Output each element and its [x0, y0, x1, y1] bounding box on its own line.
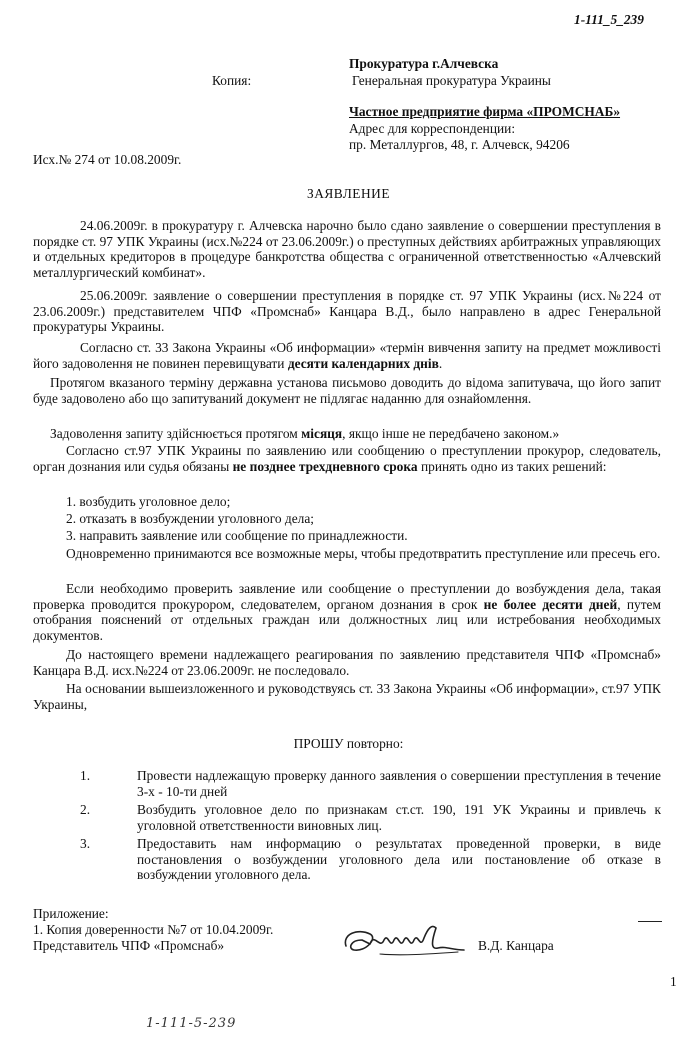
request-number: 3. — [80, 836, 91, 851]
document-title: ЗАЯВЛЕНИЕ — [306, 186, 390, 201]
paragraph-5-emphasis: місяця — [301, 426, 343, 441]
paragraph-3 — [33, 340, 661, 371]
request-text: Провести надлежащую проверку данного заявления о совершении преступления в течение 3-х - 10-ти дней — [137, 768, 661, 799]
paragraph-6-end: принять одно из таких решений: — [420, 458, 607, 474]
outgoing-number: Исх.№ 274 от 10.08.2009г. — [33, 152, 182, 167]
address-label: Адрес для корреспонденции: — [349, 121, 516, 136]
request-text: Предоставить нам информацию о результатах проведенной проверки, в виде постановления о возбуждении уголовного дела или постановление об отказе в возбуждении уголовного дела. — [137, 836, 661, 882]
handwritten-signature — [340, 920, 480, 964]
paragraph-4: Протягом вказаного терміну державна установа письмово доводить до відома запитувача, що його запит буде задоволено або що запитуваний документ не підлягає наданню для ознайомлення. — [33, 375, 661, 406]
recipient: Прокуратура г.Алчевска — [349, 56, 499, 71]
paragraph-1: 24.06.2009г. в прокуратуру г. Алчевска нарочно было сдано заявление о совершении преступления в порядке ст. 97 УПК Украины (исх.№224 от 23.06.2009г.) о преступных действиях арбитражных управляющих и отдельных кредиторов в процедуре банкротства общества с ограниченной ответственностью «Алчевский металлургический комбинат». — [33, 218, 661, 280]
signature-label: Представитель ЧПФ «Промснаб» — [33, 938, 225, 953]
attachment-label: Приложение: — [33, 906, 109, 921]
paragraph-3-end: . — [438, 355, 443, 371]
request-text: Возбудить уголовное дело по признакам ст.ст. 190, 191 УК Украины и привлечь к уголовной ответственности виновных лиц. — [137, 802, 661, 833]
paragraph-10: На основании вышеизложенного и руководствуясь ст. 33 Закона Украины «Об информации», ст.97 УПК Украины, — [33, 681, 661, 712]
handwritten-reference: 1-111-5-239 — [146, 1016, 237, 1031]
sender-address: пр. Металлургов, 48, г. Алчевск, 94206 — [349, 137, 570, 152]
document-reference: 1-111_5_239 — [574, 12, 644, 27]
paragraph-9: До настоящего времени надлежащего реагирования по заявлению представителя ЧПФ «Промснаб» Канцара В.Д. исх.№224 от 23.06.2009г. не последовало. — [33, 647, 661, 678]
page-mark-dash — [638, 921, 662, 922]
copy-label: Копия: — [212, 73, 252, 88]
request-title: ПРОШУ повторно: — [293, 736, 404, 751]
paragraph-5-text: Задоволення запиту здійснюється протягом — [50, 426, 298, 441]
decision-item-1: 1. возбудить уголовное дело; — [66, 494, 231, 509]
paragraph-8-emphasis: не более десяти дней — [483, 596, 618, 612]
attachment-item: 1. Копия доверенности №7 от 10.04.2009г. — [33, 922, 274, 937]
paragraph-8-end: , путем отобрания пояснений от отдельных граждан или должностных лиц или истребования необходимых документов. — [33, 596, 661, 643]
decision-item-3: 3. направить заявление или сообщение по принадлежности. — [66, 528, 408, 543]
page-number: 1 — [670, 974, 677, 989]
paragraph-5 — [33, 426, 661, 442]
paragraph-8 — [33, 581, 661, 643]
decision-item-2: 2. отказать в возбуждении уголовного дела; — [66, 511, 314, 526]
paragraph-5-end: , якщо інше не передбачено законом.» — [342, 426, 560, 441]
paragraph-6-text: Согласно ст.97 УПК Украины по заявлению или сообщению о преступлении прокурор, следователь, орган дознания или судья обязаны — [33, 443, 661, 474]
paragraph-2: 25.06.2009г. заявление о совершении преступления в порядке ст. 97 УПК Украины (исх.№224 от 23.06.2009г.) представителем ЧПФ «Промснаб» Канцара В.Д., было направлено в адрес Генеральной прокуратуры Украины. — [33, 288, 661, 334]
paragraph-6-emphasis: не позднее трехдневного срока — [232, 458, 418, 474]
paragraph-8-text: Если необходимо проверить заявление или сообщение о преступлении до возбуждения дела, такая проверка проводится прокурором, следователем, органом дознания в срок — [33, 581, 661, 612]
sender-name: Частное предприятие фирма «ПРОМСНАБ» — [349, 104, 621, 119]
paragraph-7: Одновременно принимаются все возможные меры, чтобы предотвратить преступление или пресечь его. — [66, 546, 661, 561]
signatory-name: В.Д. Канцара — [478, 938, 554, 953]
request-number: 2. — [80, 802, 91, 817]
paragraph-3-emphasis: десяти календарних днів — [287, 355, 439, 371]
request-number: 1. — [80, 768, 91, 783]
paragraph-3-text: Согласно ст. 33 Закона Украины «Об информации» «термін вивчення запиту на предмет можливості його задоволення не повинен перевищувати — [33, 340, 661, 371]
copy-recipient: Генеральная прокуратура Украины — [352, 73, 551, 88]
paragraph-6 — [33, 443, 661, 474]
